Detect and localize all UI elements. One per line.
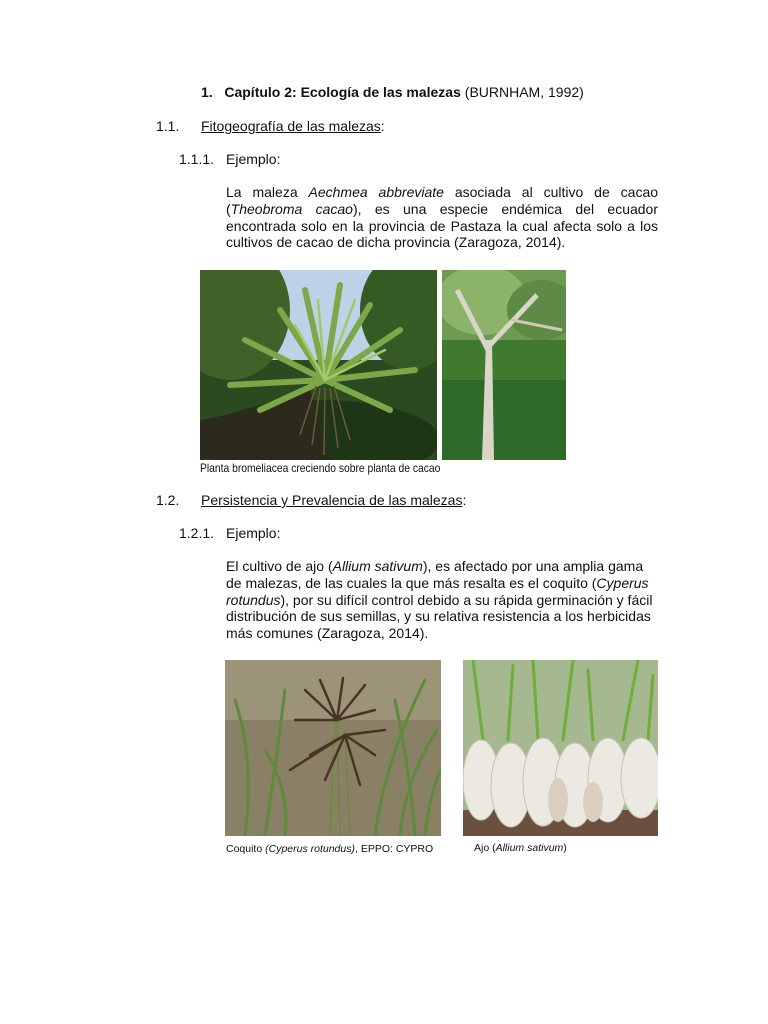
- subsection-1-2-1-heading: [179, 525, 280, 541]
- cacao-tree-photo: [442, 270, 566, 460]
- coquito-photo: [225, 660, 441, 836]
- chapter-heading: [201, 84, 584, 100]
- chapter-citation: (BURNHAM, 1992): [464, 84, 584, 100]
- chapter-number: 1.: [201, 84, 213, 100]
- figure-caption-bromeliad: Planta bromeliacea creciendo sobre planta de cacao: [200, 461, 441, 475]
- bromeliad-photo: [200, 270, 437, 460]
- chapter-title: Capítulo 2: Ecología de las malezas: [224, 84, 461, 100]
- section-1-2-heading: [156, 492, 466, 508]
- subsection-1-1-1-heading: [179, 151, 280, 167]
- paragraph-ajo: El cultivo de ajo (Allium sativum), es afectado por una amplia gama de malezas, de las cuales la que más resalta es el coquito (Cyperus rotundus), por su difícil control debido a su rápida germinación y fácil distribución de sus semillas, y su relativa resistencia a los herbicidas más comunes (Zaragoza, 2014).: [226, 558, 653, 642]
- section-number: 1.1.: [156, 118, 180, 134]
- section-colon: :: [462, 492, 467, 508]
- subsection-number: 1.2.1.: [179, 525, 215, 541]
- section-1-1-heading: [156, 118, 385, 134]
- subsection-number: 1.1.1.: [179, 151, 215, 167]
- section-title: Persistencia y Prevalencia de las malezas: [201, 492, 463, 508]
- caption-ajo: Ajo (Allium sativum): [474, 842, 567, 854]
- garlic-photo: [463, 660, 658, 836]
- section-title: Fitogeografía de las malezas: [201, 118, 381, 134]
- paragraph-aechmea: La maleza Aechmea abbreviate asociada al cultivo de cacao (Theobroma cacao), es una especie endémica del ecuador encontrada solo en la provincia de Pastaza la cual afecta solo a los cultivos de cacao de dicha provincia (Zaragoza, 2014).: [226, 184, 659, 251]
- section-number: 1.2.: [156, 492, 180, 508]
- caption-coquito: Coquito (Cyperus rotundus), EPPO: CYPRO: [226, 843, 434, 855]
- subsection-label: Ejemplo:: [226, 151, 281, 167]
- subsection-label: Ejemplo:: [226, 525, 281, 541]
- section-colon: :: [380, 118, 385, 134]
